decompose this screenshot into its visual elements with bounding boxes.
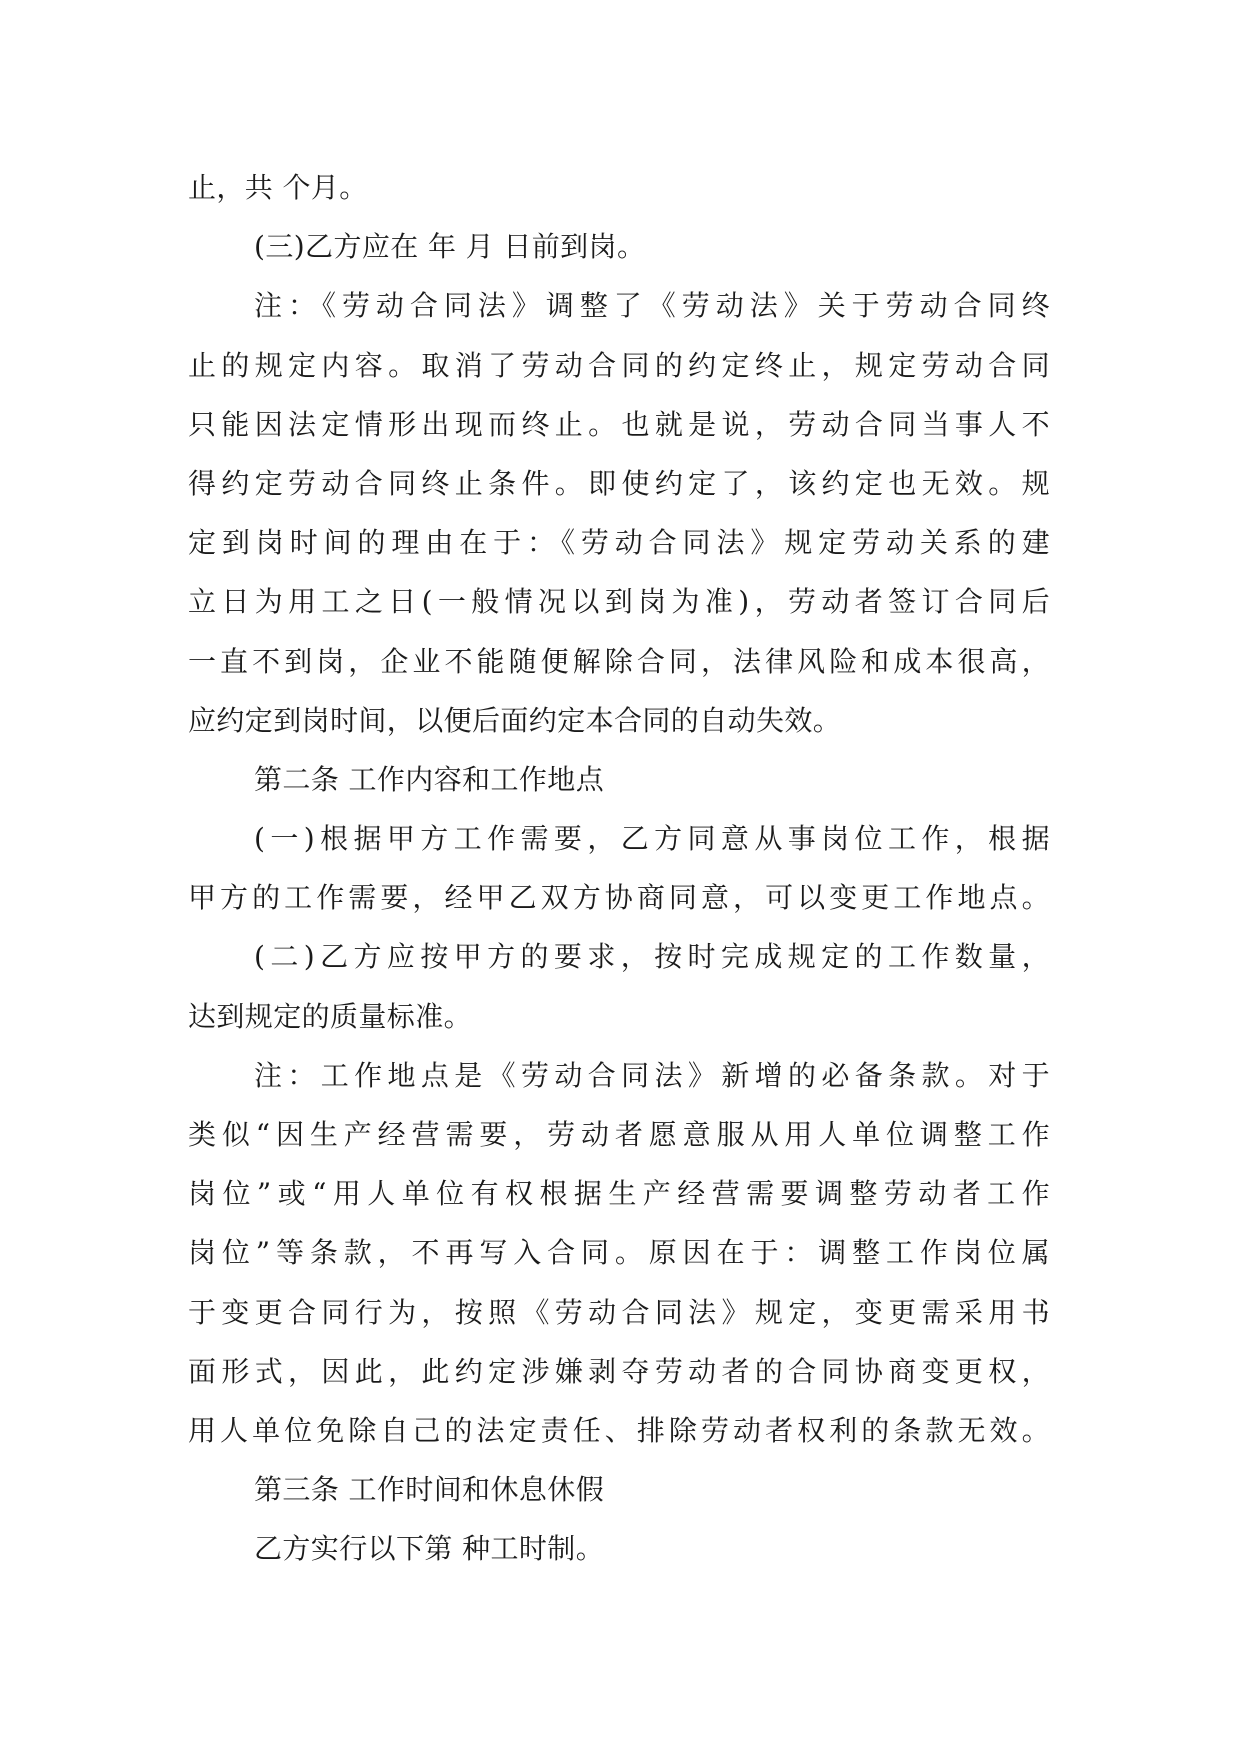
document-body [188,158,1050,1579]
text-line: 止，共 个月。 [188,171,368,204]
text-line: 一直不到岗，企业不能随便解除合同，法律风险和成本很高， [188,644,1050,678]
text-line: 得约定劳动合同终止条件。即使约定了，该约定也无效。规 [188,466,1050,500]
text-line: 岗位”等条款，不再写入合同。原因在于：调整工作岗位属 [188,1236,1050,1270]
text-line: 止的规定内容。取消了劳动合同的约定终止，规定劳动合同 [188,348,1050,382]
text-line: 应约定到岗时间，以便后面约定本合同的自动失效。 [188,703,842,737]
text-line: (三)乙方应在 年 月 日前到岗。 [254,230,646,264]
section-heading: 第二条 工作内容和工作地点 [254,762,605,796]
text-line: 面形式，因此，此约定涉嫌剥夺劳动者的合同协商变更权， [188,1354,1050,1388]
text-line: (二)乙方应按甲方的要求，按时完成规定的工作数量， [254,940,1050,974]
text-line: 定到岗时间的理由在于：《劳动合同法》规定劳动关系的建 [188,526,1050,560]
section-heading: 第三条 工作时间和休息休假 [254,1473,605,1507]
text-line: 只能因法定情形出现而终止。也就是说，劳动合同当事人不 [188,407,1050,441]
text-line: 类似“因生产经营需要，劳动者愿意服从用人单位调整工作 [188,1118,1050,1151]
text-line: 注：工作地点是《劳动合同法》新增的必备条款。对于 [254,1058,1050,1092]
text-line: 甲方的工作需要，经甲乙双方协商同意，可以变更工作地点。 [188,881,1050,915]
text-line: 用人单位免除自己的法定责任、排除劳动者权利的条款无效。 [188,1413,1050,1447]
text-line: 于变更合同行为，按照《劳动合同法》规定，变更需采用书 [188,1295,1050,1329]
text-line: (一)根据甲方工作需要，乙方同意从事岗位工作，根据 [254,822,1050,856]
text-line: 注：《劳动合同法》调整了《劳动法》关于劳动合同终 [254,289,1050,323]
text-line: 达到规定的质量标准。 [188,999,473,1033]
text-line: 乙方实行以下第 种工时制。 [254,1532,605,1566]
text-line: 立日为用工之日(一般情况以到岗为准)，劳动者签订合同后 [188,585,1050,619]
text-line: 岗位”或“用人单位有权根据生产经营需要调整劳动者工作 [188,1177,1050,1211]
